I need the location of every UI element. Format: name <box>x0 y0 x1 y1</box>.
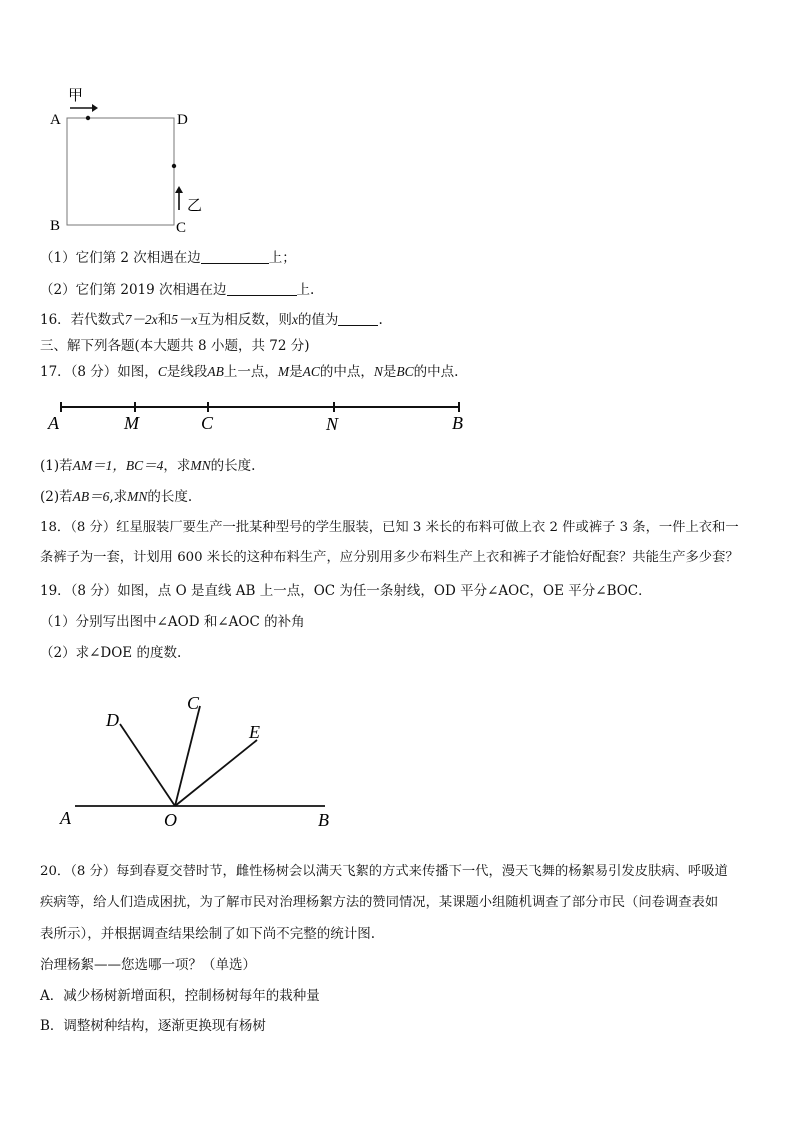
q17-var-AC: AC <box>302 364 320 379</box>
jia-arrowhead-icon <box>92 104 98 112</box>
q17-sub2-tail: 的长度. <box>147 489 193 505</box>
label-C: C <box>201 413 214 433</box>
q17-sub1 <box>40 456 770 476</box>
q18-line1: 18．（8 分）红星服装厂要生产一批某种型号的学生服装，已知 3 米长的布料可做上衣 2 件或裤子 3 条，一件上衣和一 <box>40 520 739 535</box>
q17-sub2-MN: MN <box>127 489 148 504</box>
q20-line3: 表所示），并根据调查结果绘制了如下尚不完整的统计图. <box>40 926 376 942</box>
q17-var-BC: BC <box>396 364 414 379</box>
square-figure <box>40 80 220 240</box>
answer-blank[interactable] <box>201 249 269 264</box>
answer-blank[interactable] <box>227 281 297 296</box>
q17-t1: 是线段 <box>166 364 208 380</box>
q16-lead: 16．若代数式 <box>40 312 125 328</box>
q16-tail: 的值为 <box>297 312 339 328</box>
q17-sub1-mid: ，求 <box>163 458 191 474</box>
q17-t3: 是 <box>289 364 303 380</box>
q17-sub1-lead: (1)若 <box>40 458 73 474</box>
ray-OD <box>120 724 175 806</box>
label-B: B <box>452 413 463 433</box>
q17-stem <box>40 362 770 382</box>
label-C: C <box>176 220 187 236</box>
q15-sub2-text: （2）它们第 2019 次相遇在边 <box>40 282 227 298</box>
q17-sub1-expr: AM＝1，BC＝4 <box>72 458 164 473</box>
answer-blank[interactable] <box>338 311 378 326</box>
q17-t4: 的中点， <box>319 364 374 380</box>
q16 <box>40 310 770 330</box>
q17-lead: 17．（8 分）如图， <box>40 364 158 380</box>
label-C: C <box>187 693 200 713</box>
yi-point <box>172 164 176 168</box>
q17-sub1-MN: MN <box>190 458 211 473</box>
q16-expr2: 5－x <box>171 312 198 327</box>
q15-sub1 <box>40 248 770 268</box>
q19-stem: 19．（8 分）如图，点 O 是直线 AB 上一点，OC 为任一条射线，OD 平分∠AOC，OE 平分∠BOC． <box>40 583 652 599</box>
ray-OE <box>175 740 257 806</box>
label-B: B <box>50 218 61 234</box>
survey-title: 治理杨絮——您选哪一项？（单选） <box>40 957 256 973</box>
q19-sub1: （1）分别写出图中∠AOD 和∠AOC 的补角 <box>40 614 305 630</box>
q15-sub2 <box>40 280 770 300</box>
q16-var: x <box>291 312 298 327</box>
q16-mid: 互为相反数，则 <box>197 312 292 328</box>
label-E: E <box>249 722 260 742</box>
segment-figure <box>40 395 480 440</box>
label-A: A <box>50 112 61 128</box>
q17-sub2-expr: AB＝6 <box>72 489 110 504</box>
q17-t2: 上一点， <box>223 364 278 380</box>
label-O: O <box>164 810 177 830</box>
q16-end: . <box>378 312 383 328</box>
survey-option-a: A．减少杨树新增面积，控制杨树每年的栽种量 <box>40 988 320 1004</box>
label-N: N <box>326 414 339 434</box>
q19-sub2: （2）求∠DOE 的度数. <box>40 645 182 661</box>
angle-figure <box>40 680 350 840</box>
jia-point <box>86 116 90 120</box>
q15-sub1-suffix: 上； <box>268 250 296 266</box>
square-outline <box>67 118 174 225</box>
label-yi: 乙 <box>187 198 203 214</box>
label-M: M <box>124 413 139 433</box>
q15-sub1-text: （1）它们第 2 次相遇在边 <box>40 250 201 266</box>
q17-var-M: M <box>277 364 290 379</box>
label-A: A <box>60 808 71 828</box>
q17-sub2-lead: (2)若 <box>40 489 73 505</box>
q18-line2: 条裤子为一套，计划用 600 米长的这种布料生产，应分别用多少布料生产上衣和裤子才能恰好配套？共能生产多少套？ <box>40 550 739 565</box>
q16-and: 和 <box>157 312 172 328</box>
label-jia: 甲 <box>68 88 84 104</box>
section-heading: 三、解下列各题(本大题共 8 小题，共 72 分) <box>40 338 310 354</box>
yi-arrowhead-icon <box>175 186 183 193</box>
q17-var-C: C <box>157 364 167 379</box>
q17-sub1-tail: 的长度. <box>210 458 256 474</box>
q16-expr1: 7－2x <box>124 312 158 327</box>
q20-line2: 疾病等，给人们造成困扰，为了解市民对治理杨絮方法的赞同情况，某课题小组随机调查了部分市民（问卷调查表如 <box>40 895 719 910</box>
label-D: D <box>177 112 188 128</box>
label-B: B <box>318 810 329 830</box>
q17-var-AB: AB <box>207 364 224 379</box>
q20-line1: 20．（8 分）每到春夏交替时节，雌性杨树会以满天飞絮的方式来传播下一代，漫天飞舞的杨絮易引发皮肤病、呼吸道 <box>40 864 728 879</box>
label-A: A <box>48 413 59 433</box>
q17-sub2 <box>40 487 770 507</box>
label-D: D <box>106 710 119 730</box>
q17-sub2-mid: ,求 <box>109 489 128 505</box>
ray-OC <box>175 706 200 806</box>
q17-t5: 是 <box>382 364 397 380</box>
q17-var-N: N <box>373 364 383 379</box>
q17-t6: 的中点. <box>413 364 459 380</box>
q15-sub2-suffix: 上. <box>296 282 315 298</box>
survey-option-b: B．调整树种结构，逐渐更换现有杨树 <box>40 1018 266 1034</box>
